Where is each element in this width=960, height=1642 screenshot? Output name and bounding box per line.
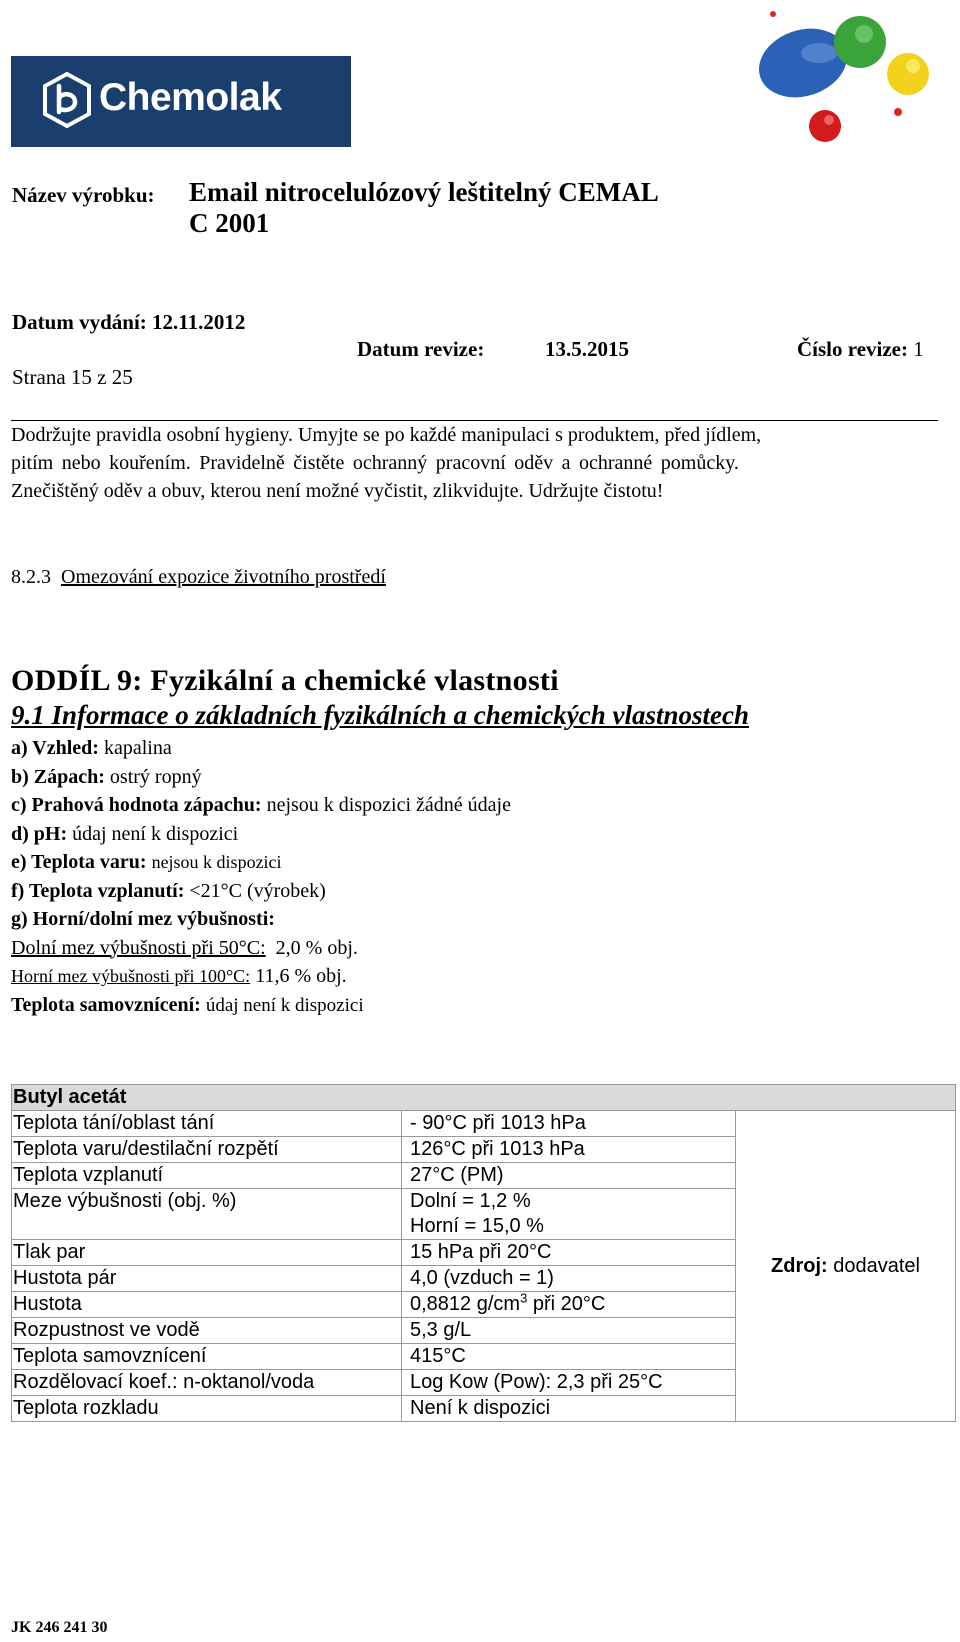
butyl-acetate-table: [11, 1084, 956, 1422]
logo-text: Chemolak: [99, 76, 282, 119]
issue-date-label: Datum vydání:: [12, 310, 147, 334]
table-cell-name: Teplota varu/destilační rozpětí: [12, 1137, 402, 1163]
property-item: f) Teplota vzplanutí: <21°C (výrobek): [11, 879, 326, 902]
env-exposure-heading: [11, 566, 386, 589]
table-cell-value: Není k dispozici: [402, 1396, 736, 1422]
table-cell-value: Horní = 15,0 %: [402, 1214, 736, 1240]
source-label: Zdroj:: [771, 1254, 828, 1277]
density-value: 0,8812 g/cm: [410, 1293, 521, 1315]
source-cell: [736, 1111, 956, 1422]
env-exposure-number: 8.2.3: [11, 566, 51, 588]
header-divider: [11, 420, 938, 421]
table-cell-value: Log Kow (Pow): 2,3 při 25°C: [402, 1370, 736, 1396]
table-cell-value: 4,0 (vzduch = 1): [402, 1266, 736, 1292]
revision-number: [797, 337, 924, 362]
table-cell-name: Teplota rozkladu: [12, 1396, 402, 1422]
chemolak-emblem-icon: [42, 72, 92, 128]
property-item: b) Zápach: ostrý ropný: [11, 765, 202, 788]
env-exposure-title: Omezování expozice životního prostředí: [61, 566, 386, 588]
table-row: [12, 1111, 956, 1137]
revision-number-value: 1: [913, 337, 924, 361]
density-condition: při 20°C: [527, 1293, 606, 1315]
footer-code: JK 246 241 30: [11, 1619, 108, 1636]
table-cell-name: Hustota pár: [12, 1266, 402, 1292]
table-cell-name: Rozdělovací koef.: n-oktanol/voda: [12, 1370, 402, 1396]
revision-date-label: Datum revize:: [357, 337, 485, 361]
autoignition-temperature: Teplota samovznícení: údaj není k dispozici: [11, 993, 364, 1016]
table-cell-value: - 90°C při 1013 hPa: [402, 1111, 736, 1137]
property-item: g) Horní/dolní mez výbušnosti:: [11, 908, 275, 930]
table-cell-value: 15 hPa při 20°C: [402, 1240, 736, 1266]
table-cell-name: Teplota vzplanutí: [12, 1163, 402, 1189]
property-item: a) Vzhled: kapalina: [11, 737, 172, 759]
revision-date-value: 13.5.2015: [545, 337, 629, 361]
table-cell-value: 27°C (PM): [402, 1163, 736, 1189]
table-cell-value: 5,3 g/L: [402, 1318, 736, 1344]
hygiene-line-2: pitím nebo kouřením. Pravidelně čistěte ochranný pracovní oděv a ochranné pomůcky.: [11, 452, 739, 474]
issue-date: [12, 310, 245, 335]
issue-date-value: 12.11.2012: [152, 310, 246, 334]
paint-drops-logo: [733, 8, 933, 158]
table-cell-name: Tlak par: [12, 1240, 402, 1266]
properties-list: [11, 734, 511, 1020]
product-name-line1: Email nitrocelulózový leštitelný CEMAL: [189, 177, 659, 207]
table-cell-name: Teplota samovznícení: [12, 1344, 402, 1370]
table-cell-value: 415°C: [402, 1344, 736, 1370]
density-exponent: 3: [520, 1290, 528, 1306]
table-cell-value: Dolní = 1,2 %: [402, 1189, 736, 1215]
property-item: c) Prahová hodnota zápachu: nejsou k dispozici žádné údaje: [11, 794, 511, 816]
hygiene-line-3: Znečištěný oděv a obuv, kterou není možné vyčistit, zlikvidujte. Udržujte čistotu!: [11, 480, 664, 502]
product-name-line2: C 2001: [189, 208, 270, 238]
table-cell-value: 126°C při 1013 hPa: [402, 1137, 736, 1163]
property-item: d) pH: údaj není k dispozici: [11, 822, 239, 845]
table-cell-value: [402, 1292, 736, 1318]
revision-number-label: Číslo revize:: [797, 337, 908, 361]
subsection-title: 9.1 Informace o základních fyzikálních a chemických vlastnostech: [11, 700, 749, 730]
table-cell-name: Rozpustnost ve vodě: [12, 1318, 402, 1344]
table-header-row: [12, 1085, 956, 1111]
page-number: Strana 15 z 25: [12, 365, 133, 389]
source-value: dodavatel: [833, 1254, 920, 1277]
section-title: ODDÍL 9: Fyzikální a chemické vlastnosti: [11, 664, 559, 697]
table-cell-name: Hustota: [12, 1292, 402, 1318]
table-cell-name: Meze výbušnosti (obj. %): [12, 1189, 402, 1240]
product-name-label: Název výrobku:: [12, 183, 155, 207]
table-cell-name: Teplota tání/oblast tání: [12, 1111, 402, 1137]
lower-explosion-limit: Dolní mez výbušnosti při 50°C: 2,0 % obj.: [11, 936, 358, 959]
property-item: e) Teplota varu: nejsou k dispozici: [11, 851, 282, 873]
table-header: Butyl acetát: [12, 1085, 956, 1111]
hygiene-line-1: Dodržujte pravidla osobní hygieny. Umyjte se po každé manipulaci s produktem, před jídlem,: [11, 424, 762, 446]
upper-explosion-limit: Horní mez výbušnosti při 100°C: 11,6 % obj.: [11, 965, 347, 987]
